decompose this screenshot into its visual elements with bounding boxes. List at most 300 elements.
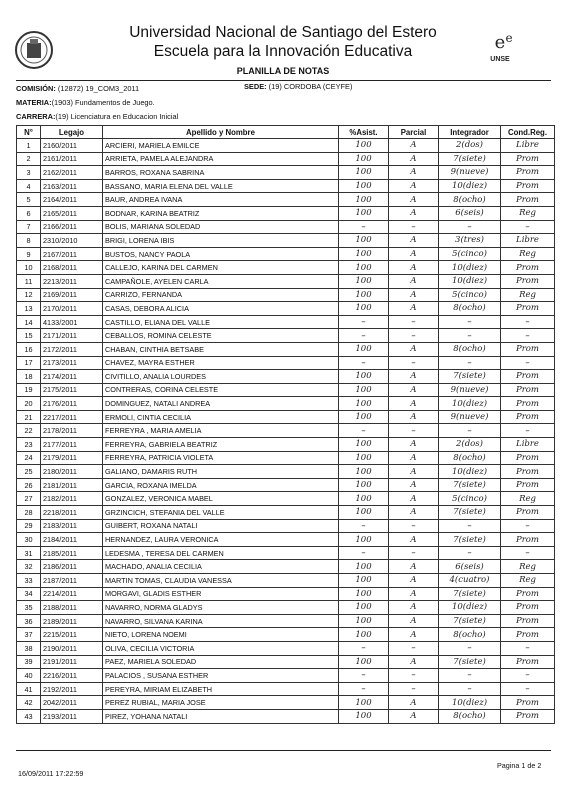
cell-condicion: Prom <box>501 478 555 492</box>
cell-condicion: Prom <box>501 179 555 193</box>
table-row <box>17 641 555 655</box>
cell-legajo: 2193/2011 <box>41 709 103 723</box>
cell-parcial: A <box>389 342 439 356</box>
cell-parcial: A <box>389 166 439 180</box>
cell-integrador: 10(diez) <box>439 274 501 288</box>
grades-table <box>16 125 555 724</box>
col-asistencia: %Asist. <box>339 126 389 139</box>
cell-asistencia: – <box>339 329 389 343</box>
cell-condicion: Prom <box>501 696 555 710</box>
cell-name: NAVARRO, SILVANA KARINA <box>103 614 339 628</box>
cell-legajo: 2180/2011 <box>41 465 103 479</box>
cell-integrador: – <box>439 546 501 560</box>
cell-number: 12 <box>17 288 41 302</box>
cell-name: BUSTOS, NANCY PAOLA <box>103 247 339 261</box>
cell-number: 3 <box>17 166 41 180</box>
cell-condicion: – <box>501 669 555 683</box>
cell-condicion: Prom <box>501 152 555 166</box>
cell-legajo: 2174/2011 <box>41 370 103 384</box>
cell-parcial: – <box>389 641 439 655</box>
cell-parcial: A <box>389 193 439 207</box>
cell-number: 29 <box>17 519 41 533</box>
cell-asistencia: 100 <box>339 438 389 452</box>
cell-parcial: A <box>389 560 439 574</box>
cell-integrador: 7(siete) <box>439 655 501 669</box>
cell-parcial: A <box>389 234 439 248</box>
cell-condicion: Libre <box>501 139 555 153</box>
cell-number: 17 <box>17 356 41 370</box>
table-row <box>17 465 555 479</box>
cell-name: CEBALLOS, ROMINA CELESTE <box>103 329 339 343</box>
cell-number: 23 <box>17 438 41 452</box>
cell-legajo: 2189/2011 <box>41 614 103 628</box>
cell-legajo: 2188/2011 <box>41 601 103 615</box>
cell-legajo: 2186/2011 <box>41 560 103 574</box>
cell-parcial: – <box>389 315 439 329</box>
cell-integrador: 8(ocho) <box>439 628 501 642</box>
cell-asistencia: 100 <box>339 574 389 588</box>
cell-legajo: 2042/2011 <box>41 696 103 710</box>
cell-legajo: 2169/2011 <box>41 288 103 302</box>
cell-integrador: – <box>439 329 501 343</box>
col-legajo: Legajo <box>41 126 103 139</box>
cell-legajo: 2178/2011 <box>41 424 103 438</box>
table-row <box>17 383 555 397</box>
divider <box>16 80 551 81</box>
col-integrador: Integrador <box>439 126 501 139</box>
cell-integrador: 9(nueve) <box>439 166 501 180</box>
cell-number: 42 <box>17 696 41 710</box>
cell-legajo: 2214/2011 <box>41 587 103 601</box>
table-header-row <box>17 126 555 139</box>
cell-name: PAEZ, MARIELA SOLEDAD <box>103 655 339 669</box>
table-row <box>17 533 555 547</box>
cell-number: 27 <box>17 492 41 506</box>
table-row <box>17 669 555 683</box>
cell-integrador: – <box>439 315 501 329</box>
cell-legajo: 2192/2011 <box>41 682 103 696</box>
table-row <box>17 424 555 438</box>
table-row <box>17 261 555 275</box>
cell-asistencia: 100 <box>339 234 389 248</box>
cell-parcial: A <box>389 274 439 288</box>
cell-number: 20 <box>17 397 41 411</box>
carrera <box>16 112 178 121</box>
svg-text:e: e <box>505 31 513 45</box>
cell-condicion: – <box>501 519 555 533</box>
cell-legajo: 2164/2011 <box>41 193 103 207</box>
cell-legajo: 2218/2011 <box>41 506 103 520</box>
cell-number: 24 <box>17 451 41 465</box>
cell-legajo: 2213/2011 <box>41 274 103 288</box>
table-row <box>17 546 555 560</box>
cell-name: CHABAN, CINTHIA BETSABE <box>103 342 339 356</box>
table-row <box>17 274 555 288</box>
cell-integrador: – <box>439 669 501 683</box>
cell-integrador: 10(diez) <box>439 465 501 479</box>
cell-number: 35 <box>17 601 41 615</box>
cell-name: FERREYRA, GABRIELA BEATRIZ <box>103 438 339 452</box>
cell-asistencia: – <box>339 641 389 655</box>
cell-number: 14 <box>17 315 41 329</box>
table-row <box>17 166 555 180</box>
cell-asistencia: 100 <box>339 152 389 166</box>
cell-condicion: Prom <box>501 709 555 723</box>
svg-text:e: e <box>494 32 506 53</box>
cell-integrador: 7(siete) <box>439 370 501 384</box>
sede-label: SEDE: <box>244 82 267 91</box>
cell-condicion: Reg <box>501 492 555 506</box>
cell-asistencia: 100 <box>339 696 389 710</box>
cell-integrador: – <box>439 641 501 655</box>
cell-integrador: – <box>439 424 501 438</box>
cell-integrador: 5(cinco) <box>439 492 501 506</box>
cell-number: 33 <box>17 574 41 588</box>
cell-name: ARCIERI, MARIELA EMILCE <box>103 139 339 153</box>
cell-number: 19 <box>17 383 41 397</box>
cell-number: 7 <box>17 220 41 234</box>
cell-legajo: 2187/2011 <box>41 574 103 588</box>
cell-number: 32 <box>17 560 41 574</box>
table-row <box>17 506 555 520</box>
cell-name: GALIANO, DAMARIS RUTH <box>103 465 339 479</box>
cell-integrador: 8(ocho) <box>439 342 501 356</box>
cell-asistencia: – <box>339 315 389 329</box>
cell-number: 2 <box>17 152 41 166</box>
cell-asistencia: 100 <box>339 628 389 642</box>
cell-parcial: – <box>389 682 439 696</box>
cell-integrador: 8(ocho) <box>439 709 501 723</box>
cell-condicion: Prom <box>501 601 555 615</box>
cell-integrador: 4(cuatro) <box>439 574 501 588</box>
cell-number: 40 <box>17 669 41 683</box>
cell-parcial: A <box>389 709 439 723</box>
table-row <box>17 139 555 153</box>
cell-asistencia: 100 <box>339 492 389 506</box>
cell-condicion: Prom <box>501 655 555 669</box>
cell-number: 4 <box>17 179 41 193</box>
table-row <box>17 234 555 248</box>
table-row <box>17 302 555 316</box>
cell-parcial: – <box>389 669 439 683</box>
cell-parcial: A <box>389 587 439 601</box>
cell-condicion: Prom <box>501 383 555 397</box>
cell-name: BAUR, ANDREA IVANA <box>103 193 339 207</box>
cell-number: 34 <box>17 587 41 601</box>
comision-value: (12872) 19_COM3_2011 <box>57 84 140 93</box>
cell-parcial: A <box>389 206 439 220</box>
cell-asistencia: 100 <box>339 709 389 723</box>
cell-parcial: A <box>389 478 439 492</box>
col-parcial: Parcial <box>389 126 439 139</box>
col-number: N° <box>17 126 41 139</box>
cell-legajo: 2190/2011 <box>41 641 103 655</box>
cell-name: FERREYRA , MARIA AMELIA <box>103 424 339 438</box>
cell-legajo: 4133/2001 <box>41 315 103 329</box>
cell-asistencia: – <box>339 669 389 683</box>
cell-name: LEDESMA , TERESA DEL CARMEN <box>103 546 339 560</box>
cell-name: PEREZ RUBIAL, MARIA JOSE <box>103 696 339 710</box>
table-row <box>17 410 555 424</box>
cell-name: CASTILLO, ELIANA DEL VALLE <box>103 315 339 329</box>
table-row <box>17 315 555 329</box>
cell-parcial: A <box>389 451 439 465</box>
table-row <box>17 696 555 710</box>
table-row <box>17 574 555 588</box>
cell-number: 22 <box>17 424 41 438</box>
cell-name: CASAS, DEBORA ALICIA <box>103 302 339 316</box>
cell-asistencia: 100 <box>339 533 389 547</box>
table-row <box>17 655 555 669</box>
cell-asistencia: 100 <box>339 206 389 220</box>
table-row <box>17 682 555 696</box>
cell-asistencia: 100 <box>339 288 389 302</box>
cell-asistencia: – <box>339 682 389 696</box>
cell-integrador: – <box>439 682 501 696</box>
cell-name: CAMPAÑOLE, AYELEN CARLA <box>103 274 339 288</box>
cell-integrador: 7(siete) <box>439 478 501 492</box>
cell-number: 25 <box>17 465 41 479</box>
cell-number: 11 <box>17 274 41 288</box>
cell-asistencia: 100 <box>339 601 389 615</box>
cell-legajo: 2161/2011 <box>41 152 103 166</box>
cell-integrador: 10(diez) <box>439 179 501 193</box>
cell-number: 18 <box>17 370 41 384</box>
cell-name: ERMOLI, CINTIA CECILIA <box>103 410 339 424</box>
cell-condicion: – <box>501 546 555 560</box>
cell-name: HERNANDEZ, LAURA VERONICA <box>103 533 339 547</box>
table-row <box>17 397 555 411</box>
cell-integrador: – <box>439 519 501 533</box>
cell-legajo: 2175/2011 <box>41 383 103 397</box>
cell-number: 9 <box>17 247 41 261</box>
cell-name: PALACIOS , SUSANA ESTHER <box>103 669 339 683</box>
cell-integrador: 5(cinco) <box>439 247 501 261</box>
cell-asistencia: 100 <box>339 166 389 180</box>
cell-number: 39 <box>17 655 41 669</box>
cell-number: 38 <box>17 641 41 655</box>
cell-condicion: Prom <box>501 166 555 180</box>
cell-name: BRIGI, LORENA IBIS <box>103 234 339 248</box>
materia-label: MATERIA: <box>16 98 52 107</box>
col-name: Apellido y Nombre <box>103 126 339 139</box>
cell-parcial: – <box>389 424 439 438</box>
cell-legajo: 2162/2011 <box>41 166 103 180</box>
cell-parcial: A <box>389 614 439 628</box>
cell-condicion: – <box>501 356 555 370</box>
page-number: Pagina 1 de 2 <box>497 761 542 770</box>
cell-asistencia: 100 <box>339 451 389 465</box>
cell-name: DOMINGUEZ, NATALI ANDREA <box>103 397 339 411</box>
comision <box>16 84 139 93</box>
cell-legajo: 2179/2011 <box>41 451 103 465</box>
table-row <box>17 356 555 370</box>
cell-parcial: A <box>389 383 439 397</box>
cell-condicion: Prom <box>501 193 555 207</box>
cell-integrador: 10(diez) <box>439 601 501 615</box>
cell-integrador: – <box>439 356 501 370</box>
cell-parcial: A <box>389 533 439 547</box>
cell-integrador: 2(dos) <box>439 438 501 452</box>
cell-legajo: 2166/2011 <box>41 220 103 234</box>
cell-number: 30 <box>17 533 41 547</box>
cell-name: ARRIETA, PAMELA ALEJANDRA <box>103 152 339 166</box>
print-timestamp: 16/09/2011 17:22:59 <box>18 769 84 778</box>
table-row <box>17 438 555 452</box>
cell-asistencia: – <box>339 546 389 560</box>
cell-legajo: 2181/2011 <box>41 478 103 492</box>
table-row <box>17 179 555 193</box>
cell-asistencia: 100 <box>339 383 389 397</box>
cell-asistencia: 100 <box>339 614 389 628</box>
cell-parcial: A <box>389 139 439 153</box>
cell-condicion: Reg <box>501 206 555 220</box>
cell-legajo: 2173/2011 <box>41 356 103 370</box>
table-row <box>17 587 555 601</box>
cell-name: MARTIN TOMAS, CLAUDIA VANESSA <box>103 574 339 588</box>
cell-asistencia: 100 <box>339 302 389 316</box>
cell-parcial: – <box>389 329 439 343</box>
cell-legajo: 2176/2011 <box>41 397 103 411</box>
cell-legajo: 2165/2011 <box>41 206 103 220</box>
cell-legajo: 2184/2011 <box>41 533 103 547</box>
cell-parcial: – <box>389 546 439 560</box>
cell-parcial: A <box>389 628 439 642</box>
cell-number: 43 <box>17 709 41 723</box>
cell-name: BARROS, ROXANA SABRINA <box>103 166 339 180</box>
cell-legajo: 2216/2011 <box>41 669 103 683</box>
cell-asistencia: 100 <box>339 560 389 574</box>
cell-asistencia: 100 <box>339 465 389 479</box>
cell-integrador: 7(siete) <box>439 614 501 628</box>
cell-asistencia: 100 <box>339 193 389 207</box>
cell-number: 21 <box>17 410 41 424</box>
cell-legajo: 2310/2010 <box>41 234 103 248</box>
cell-condicion: Prom <box>501 261 555 275</box>
table-row <box>17 247 555 261</box>
table-row <box>17 709 555 723</box>
cell-condicion: Reg <box>501 247 555 261</box>
cell-asistencia: 100 <box>339 478 389 492</box>
cell-condicion: Prom <box>501 451 555 465</box>
cell-integrador: 3(tres) <box>439 234 501 248</box>
cell-integrador: 7(siete) <box>439 506 501 520</box>
cell-name: BOLIS, MARIANA SOLEDAD <box>103 220 339 234</box>
cell-parcial: A <box>389 696 439 710</box>
cell-integrador: 5(cinco) <box>439 288 501 302</box>
cell-condicion: Reg <box>501 574 555 588</box>
cell-name: GARCIA, ROXANA IMELDA <box>103 478 339 492</box>
cell-name: PEREYRA, MIRIAM ELIZABETH <box>103 682 339 696</box>
table-row <box>17 220 555 234</box>
table-row <box>17 560 555 574</box>
table-row <box>17 193 555 207</box>
cell-condicion: Libre <box>501 438 555 452</box>
cell-condicion: Prom <box>501 302 555 316</box>
cell-name: GUIBERT, ROXANA NATALI <box>103 519 339 533</box>
materia <box>16 98 155 107</box>
logo-text: UNSE <box>490 56 510 63</box>
carrera-value: (19) Licenciatura en Educacion Inicial <box>55 112 179 121</box>
cell-name: FERREYRA, PATRICIA VIOLETA <box>103 451 339 465</box>
cell-asistencia: 100 <box>339 397 389 411</box>
cell-condicion: Prom <box>501 342 555 356</box>
cell-number: 8 <box>17 234 41 248</box>
cell-name: CHAVEZ, MAYRA ESTHER <box>103 356 339 370</box>
cell-asistencia: 100 <box>339 410 389 424</box>
table-row <box>17 342 555 356</box>
cell-parcial: A <box>389 438 439 452</box>
cell-number: 5 <box>17 193 41 207</box>
cell-legajo: 2171/2011 <box>41 329 103 343</box>
cell-parcial: A <box>389 247 439 261</box>
cell-name: MACHADO, ANALIA CECILIA <box>103 560 339 574</box>
cell-asistencia: 100 <box>339 342 389 356</box>
cell-integrador: 2(dos) <box>439 139 501 153</box>
cell-integrador: 9(nueve) <box>439 410 501 424</box>
school-name: Escuela para la Innovación Educativa <box>153 43 413 60</box>
cell-condicion: Prom <box>501 506 555 520</box>
table-row <box>17 288 555 302</box>
cell-legajo: 2160/2011 <box>41 139 103 153</box>
document-title: PLANILLA DE NOTAS <box>236 66 330 76</box>
cell-name: CIVITILLO, ANALIA LOURDES <box>103 370 339 384</box>
cell-name: GRZINCICH, STEFANIA DEL VALLE <box>103 506 339 520</box>
cell-name: CALLEJO, KARINA DEL CARMEN <box>103 261 339 275</box>
comision-label: COMISIÓN: <box>16 84 56 93</box>
cell-asistencia: 100 <box>339 370 389 384</box>
cell-condicion: Prom <box>501 274 555 288</box>
cell-legajo: 2182/2011 <box>41 492 103 506</box>
cell-integrador: 10(diez) <box>439 397 501 411</box>
cell-legajo: 2215/2011 <box>41 628 103 642</box>
cell-integrador: 6(seis) <box>439 206 501 220</box>
cell-condicion: Prom <box>501 465 555 479</box>
cell-integrador: 10(diez) <box>439 696 501 710</box>
cell-integrador: 7(siete) <box>439 587 501 601</box>
cell-condicion: – <box>501 682 555 696</box>
cell-number: 6 <box>17 206 41 220</box>
cell-parcial: A <box>389 288 439 302</box>
cell-asistencia: – <box>339 424 389 438</box>
cell-number: 37 <box>17 628 41 642</box>
table-row <box>17 519 555 533</box>
table-row <box>17 628 555 642</box>
cell-condicion: Prom <box>501 614 555 628</box>
col-condicion: Cond.Reg. <box>501 126 555 139</box>
cell-parcial: A <box>389 410 439 424</box>
cell-asistencia: 100 <box>339 506 389 520</box>
cell-parcial: A <box>389 261 439 275</box>
cell-legajo: 2177/2011 <box>41 438 103 452</box>
cell-asistencia: 100 <box>339 274 389 288</box>
cell-condicion: – <box>501 329 555 343</box>
cell-name: NAVARRO, NORMA GLADYS <box>103 601 339 615</box>
cell-asistencia: 100 <box>339 139 389 153</box>
cell-parcial: A <box>389 397 439 411</box>
cell-condicion: Reg <box>501 288 555 302</box>
cell-number: 1 <box>17 139 41 153</box>
table-row <box>17 478 555 492</box>
cell-integrador: – <box>439 220 501 234</box>
cell-parcial: A <box>389 302 439 316</box>
cell-integrador: 8(ocho) <box>439 193 501 207</box>
table-row <box>17 370 555 384</box>
cell-number: 26 <box>17 478 41 492</box>
cell-condicion: Prom <box>501 410 555 424</box>
cell-number: 31 <box>17 546 41 560</box>
cell-condicion: Prom <box>501 370 555 384</box>
